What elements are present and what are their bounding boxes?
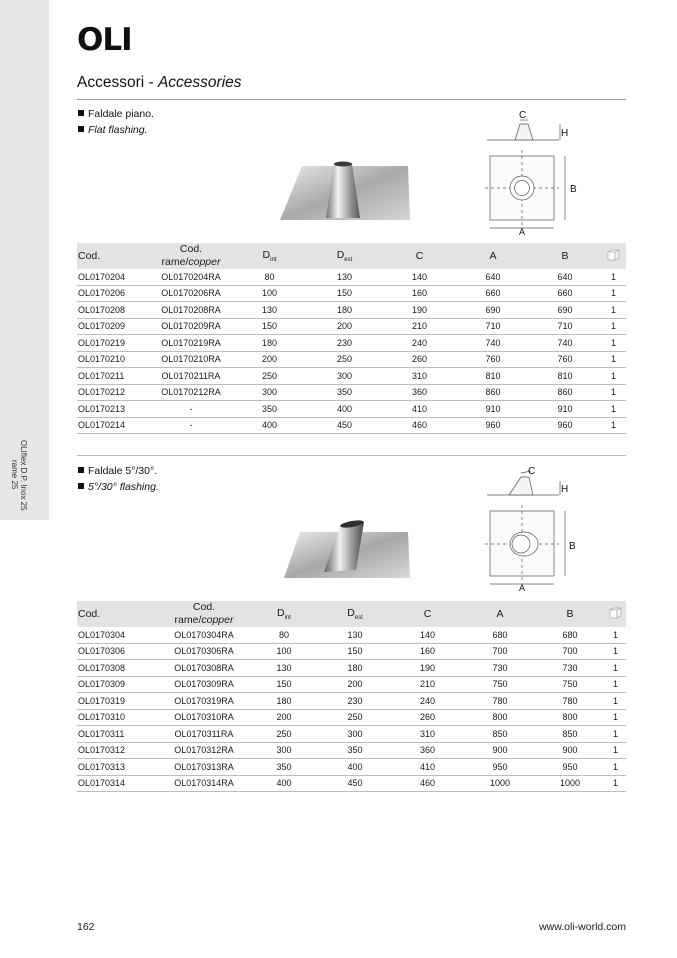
cell-b: 1000 (535, 775, 605, 792)
cell-b: 710 (529, 318, 601, 335)
cell-cod-copper: OL0170209RA (150, 318, 232, 335)
cell-d-est: 250 (320, 709, 390, 726)
cell-cod: OL0170306 (77, 643, 160, 660)
cell-b: 680 (535, 627, 605, 643)
cell-d-est: 180 (320, 660, 390, 677)
cell-d-est: 450 (320, 775, 390, 792)
cell-cod: OL0170309 (77, 676, 160, 693)
cell-c: 310 (382, 368, 457, 385)
cell-b: 950 (535, 759, 605, 776)
cell-a: 900 (465, 742, 535, 759)
flat-flashing-table (77, 243, 626, 434)
cell-d-est: 200 (307, 318, 382, 335)
cell-qty: 1 (605, 676, 626, 693)
table-row (77, 660, 626, 677)
table-row (77, 627, 626, 643)
box-icon (601, 243, 626, 269)
cell-cod: OL0170211 (77, 368, 150, 385)
cell-cod-copper: OL0170308RA (160, 660, 248, 677)
cell-a: 800 (465, 709, 535, 726)
cell-d-int: 400 (232, 417, 307, 434)
oli-logo: OLI (77, 22, 132, 58)
cell-a: 690 (457, 302, 529, 319)
table-row (77, 693, 626, 710)
header-cod-copper: Cod. rame/copper (174, 601, 234, 626)
table-row (77, 417, 626, 434)
cell-c: 240 (390, 693, 465, 710)
table-row (77, 742, 626, 759)
cell-c: 460 (382, 417, 457, 434)
svg-text:A: A (519, 583, 526, 593)
cell-qty: 1 (605, 742, 626, 759)
cell-b: 810 (529, 368, 601, 385)
cell-d-est: 350 (320, 742, 390, 759)
header-cod-copper: Cod. rame/copper (161, 243, 221, 268)
svg-text:B: B (570, 184, 577, 195)
table-row (77, 384, 626, 401)
cell-qty: 1 (605, 643, 626, 660)
flat-flashing-photo (280, 152, 410, 227)
header-c: C (423, 608, 432, 620)
cell-d-int: 130 (232, 302, 307, 319)
table-row (77, 318, 626, 335)
adjustable-flashing-photo (284, 518, 410, 582)
cell-d-est: 350 (307, 384, 382, 401)
cell-d-int: 80 (232, 269, 307, 285)
cell-d-int: 100 (232, 285, 307, 302)
cell-b: 740 (529, 335, 601, 352)
cell-d-est: 450 (307, 417, 382, 434)
cell-d-int: 150 (248, 676, 320, 693)
cell-qty: 1 (601, 318, 626, 335)
cell-d-int: 180 (232, 335, 307, 352)
cell-qty: 1 (601, 384, 626, 401)
cell-a: 730 (465, 660, 535, 677)
cell-c: 410 (382, 401, 457, 418)
cell-b: 850 (535, 726, 605, 743)
cell-cod: OL0170210 (77, 351, 150, 368)
cell-d-int: 200 (248, 709, 320, 726)
cell-cod-copper: OL0170206RA (150, 285, 232, 302)
cell-c: 160 (382, 285, 457, 302)
header-a: A (496, 608, 504, 620)
header-cod: Cod. (78, 608, 101, 620)
cell-c: 140 (390, 627, 465, 643)
table-row (77, 285, 626, 302)
cell-cod: OL0170206 (77, 285, 150, 302)
cell-cod: OL0170310 (77, 709, 160, 726)
cell-c: 360 (390, 742, 465, 759)
cell-c: 260 (390, 709, 465, 726)
cell-qty: 1 (601, 335, 626, 352)
cell-c: 310 (390, 726, 465, 743)
table-row (77, 351, 626, 368)
cell-qty: 1 (605, 759, 626, 776)
cell-cod: OL0170219 (77, 335, 150, 352)
cell-qty: 1 (601, 401, 626, 418)
cell-a: 860 (457, 384, 529, 401)
cell-c: 190 (382, 302, 457, 319)
svg-text:H: H (561, 128, 569, 139)
table-header-row (77, 243, 626, 269)
cell-b: 760 (529, 351, 601, 368)
cell-b: 700 (535, 643, 605, 660)
box-icon (605, 601, 626, 627)
cell-b: 780 (535, 693, 605, 710)
cell-cod: OL0170204 (77, 269, 150, 285)
cell-b: 660 (529, 285, 601, 302)
cell-d-est: 300 (307, 368, 382, 385)
section2-bullet-en: 5°/30° flashing. (78, 481, 159, 493)
cell-b: 690 (529, 302, 601, 319)
cell-d-int: 180 (248, 693, 320, 710)
cell-a: 640 (457, 269, 529, 285)
cell-d-est: 250 (307, 351, 382, 368)
cell-a: 660 (457, 285, 529, 302)
cell-d-est: 230 (307, 335, 382, 352)
cell-d-int: 400 (248, 775, 320, 792)
header-b: B (566, 608, 574, 620)
header-dest: $D_{est}$ (336, 249, 353, 263)
cell-d-est: 180 (307, 302, 382, 319)
website-link[interactable]: www.oli-world.com (539, 921, 626, 933)
cell-cod: OL0170308 (77, 660, 160, 677)
cell-cod: OL0170208 (77, 302, 150, 319)
cell-d-int: 300 (232, 384, 307, 401)
table-row (77, 401, 626, 418)
cell-c: 260 (382, 351, 457, 368)
cell-cod-copper: OL0170210RA (150, 351, 232, 368)
cell-a: 760 (457, 351, 529, 368)
section2-bullet-it: Faldale 5°/30°. (78, 465, 157, 477)
cell-d-est: 400 (320, 759, 390, 776)
cell-qty: 1 (605, 693, 626, 710)
cell-a: 1000 (465, 775, 535, 792)
cell-cod: OL0170209 (77, 318, 150, 335)
cell-a: 740 (457, 335, 529, 352)
cell-a: 750 (465, 676, 535, 693)
page-title: Accessori - Accessories (77, 74, 242, 91)
header-b: B (561, 250, 569, 262)
flat-flashing-diagram (485, 108, 585, 236)
adjustable-flashing-table (77, 601, 626, 792)
cell-d-est: 130 (320, 627, 390, 643)
cell-cod: OL0170312 (77, 742, 160, 759)
cell-cod-copper: OL0170309RA (160, 676, 248, 693)
cell-a: 680 (465, 627, 535, 643)
cell-a: 850 (465, 726, 535, 743)
table-row (77, 335, 626, 352)
cell-cod-copper: OL0170311RA (160, 726, 248, 743)
cell-cod-copper: OL0170212RA (150, 384, 232, 401)
cell-c: 210 (382, 318, 457, 335)
cell-qty: 1 (605, 627, 626, 643)
cell-a: 810 (457, 368, 529, 385)
title-divider (77, 99, 626, 100)
cell-cod-copper: - (150, 401, 232, 418)
table-row (77, 726, 626, 743)
cell-b: 910 (529, 401, 601, 418)
cell-qty: 1 (601, 351, 626, 368)
page-number: 162 (77, 921, 95, 933)
header-dest: $D_{est}$ (347, 607, 363, 621)
cell-d-est: 130 (307, 269, 382, 285)
cell-a: 910 (457, 401, 529, 418)
cell-cod-copper: OL0170204RA (150, 269, 232, 285)
cell-c: 160 (390, 643, 465, 660)
cell-cod: OL0170304 (77, 627, 160, 643)
cell-c: 360 (382, 384, 457, 401)
header-dint: $D_{int}$ (277, 607, 291, 621)
table-row (77, 302, 626, 319)
table-header-row (77, 601, 626, 627)
cell-cod: OL0170213 (77, 401, 150, 418)
cell-d-int: 80 (248, 627, 320, 643)
cell-d-int: 150 (232, 318, 307, 335)
header-c: C (415, 250, 424, 262)
cell-d-est: 150 (307, 285, 382, 302)
cell-b: 900 (535, 742, 605, 759)
section1-bullet-en: Flat flashing. (78, 124, 148, 136)
cell-cod-copper: OL0170312RA (160, 742, 248, 759)
table-row (77, 775, 626, 792)
svg-text:B: B (569, 541, 576, 552)
cell-d-est: 400 (307, 401, 382, 418)
cell-c: 460 (390, 775, 465, 792)
cell-cod-copper: OL0170310RA (160, 709, 248, 726)
cell-cod-copper: OL0170211RA (150, 368, 232, 385)
header-a: A (489, 250, 497, 262)
cell-cod-copper: - (150, 417, 232, 434)
cell-qty: 1 (605, 726, 626, 743)
cell-d-int: 250 (232, 368, 307, 385)
table-row (77, 368, 626, 385)
cell-b: 960 (529, 417, 601, 434)
cell-c: 410 (390, 759, 465, 776)
table-row (77, 269, 626, 285)
svg-text:C: C (528, 466, 536, 477)
cell-cod: OL0170311 (77, 726, 160, 743)
header-dint: $D_{int}$ (262, 249, 277, 263)
cell-b: 860 (529, 384, 601, 401)
table-row (77, 759, 626, 776)
table-row (77, 676, 626, 693)
cell-cod-copper: OL0170319RA (160, 693, 248, 710)
cell-b: 730 (535, 660, 605, 677)
cell-c: 240 (382, 335, 457, 352)
cell-qty: 1 (601, 302, 626, 319)
cell-qty: 1 (605, 709, 626, 726)
cell-d-est: 200 (320, 676, 390, 693)
cell-cod: OL0170214 (77, 417, 150, 434)
cell-c: 210 (390, 676, 465, 693)
cell-d-int: 200 (232, 351, 307, 368)
cell-c: 190 (390, 660, 465, 677)
adjustable-flashing-diagram (485, 463, 585, 593)
section-divider (77, 455, 626, 456)
cell-cod-copper: OL0170208RA (150, 302, 232, 319)
cell-cod-copper: OL0170306RA (160, 643, 248, 660)
cell-a: 710 (457, 318, 529, 335)
cell-cod-copper: OL0170219RA (150, 335, 232, 352)
cell-a: 780 (465, 693, 535, 710)
cell-cod-copper: OL0170313RA (160, 759, 248, 776)
cell-qty: 1 (605, 775, 626, 792)
cell-d-int: 100 (248, 643, 320, 660)
cell-cod-copper: OL0170304RA (160, 627, 248, 643)
cell-qty: 1 (601, 269, 626, 285)
cell-b: 750 (535, 676, 605, 693)
cell-a: 950 (465, 759, 535, 776)
section1-bullet-it: Faldale piano. (78, 108, 154, 120)
cell-d-int: 300 (248, 742, 320, 759)
table-row (77, 643, 626, 660)
cell-d-int: 130 (248, 660, 320, 677)
cell-d-est: 230 (320, 693, 390, 710)
cell-qty: 1 (605, 660, 626, 677)
table-row (77, 709, 626, 726)
svg-text:C: C (519, 110, 527, 121)
cell-cod: OL0170314 (77, 775, 160, 792)
cell-d-int: 250 (248, 726, 320, 743)
cell-a: 960 (457, 417, 529, 434)
cell-d-est: 150 (320, 643, 390, 660)
cell-d-int: 350 (232, 401, 307, 418)
cell-qty: 1 (601, 285, 626, 302)
cell-b: 800 (535, 709, 605, 726)
cell-qty: 1 (601, 417, 626, 434)
cell-c: 140 (382, 269, 457, 285)
svg-text:H: H (561, 484, 569, 495)
header-cod: Cod. (78, 250, 101, 262)
cell-cod: OL0170319 (77, 693, 160, 710)
cell-cod: OL0170212 (77, 384, 150, 401)
cell-d-int: 350 (248, 759, 320, 776)
svg-text:A: A (519, 227, 526, 236)
cell-cod-copper: OL0170314RA (160, 775, 248, 792)
cell-b: 640 (529, 269, 601, 285)
cell-d-est: 300 (320, 726, 390, 743)
cell-a: 700 (465, 643, 535, 660)
cell-qty: 1 (601, 368, 626, 385)
cell-cod: OL0170313 (77, 759, 160, 776)
